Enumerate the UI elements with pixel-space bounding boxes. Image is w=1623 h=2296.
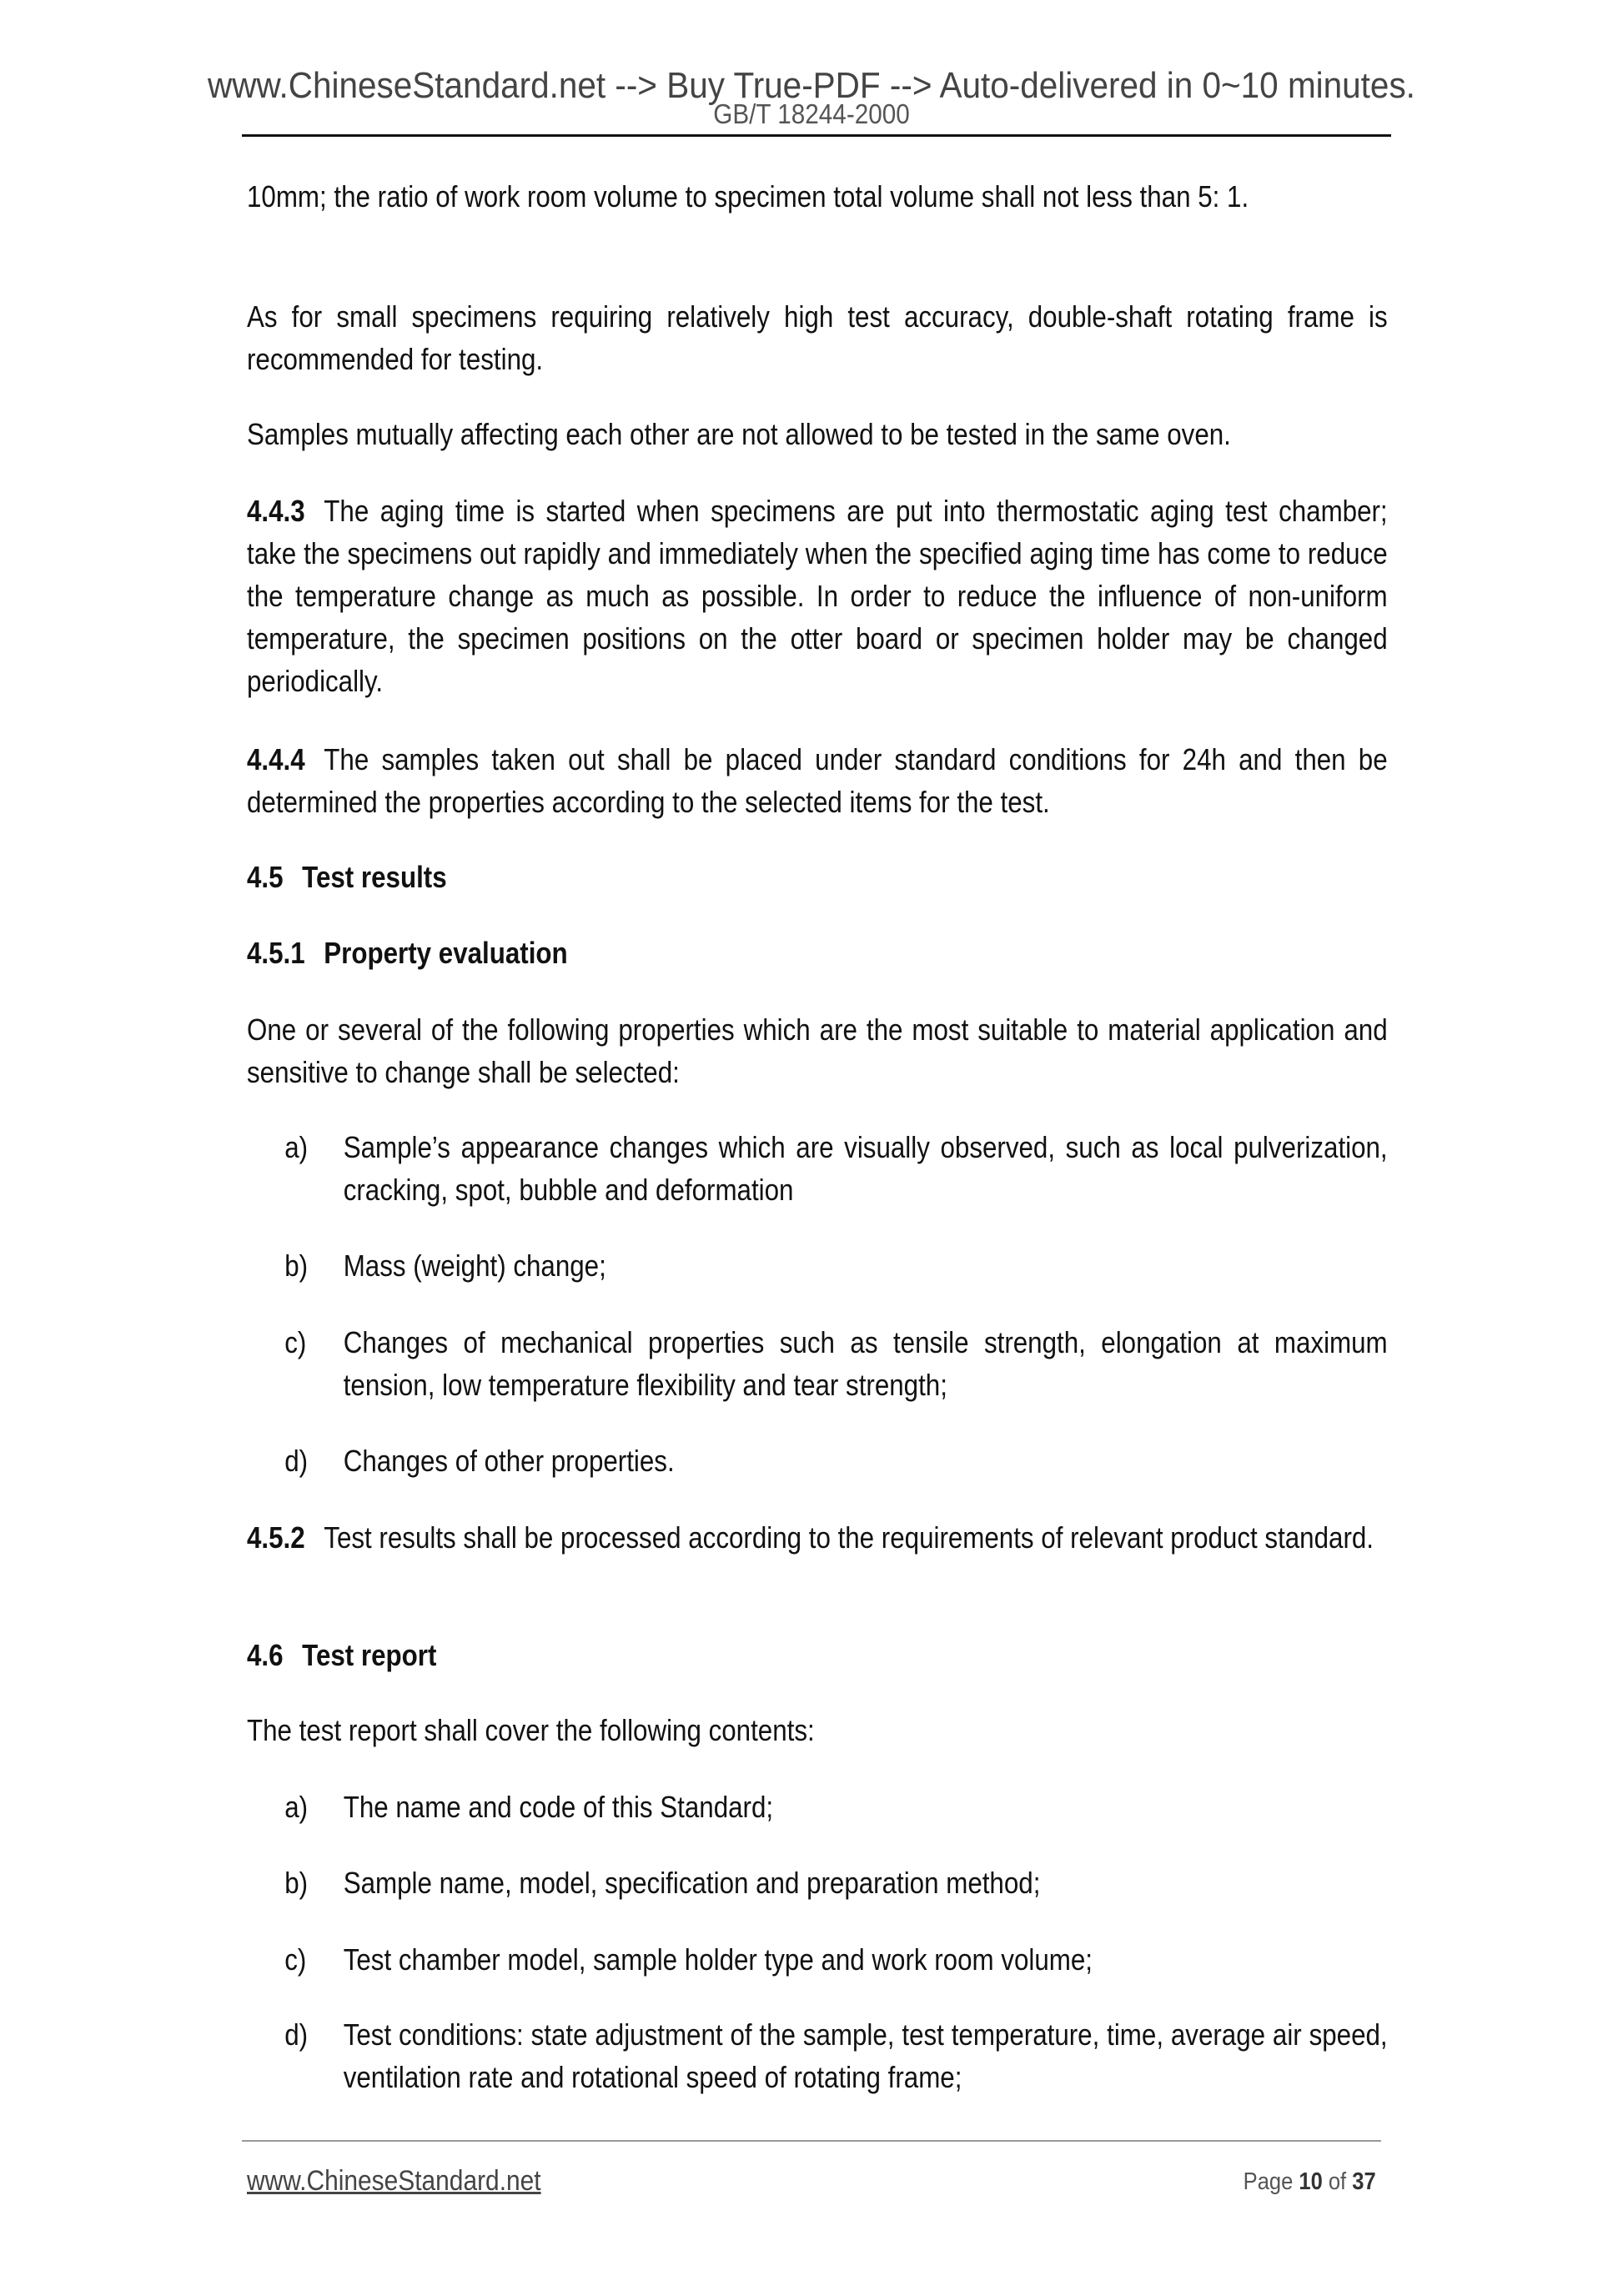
clause-text: The samples taken out shall be placed under standard conditions for 24h and then be determined the properties according to the selected items for the test. [247, 742, 1388, 819]
paragraph: One or several of the following properties which are the most suitable to material application and sensitive to change shall be selected: [247, 1012, 1388, 1089]
paragraph: The test report shall cover the following contents: [247, 1713, 815, 1747]
list-item [247, 1439, 1388, 1482]
total-pages: 37 [1352, 2168, 1376, 2195]
list-item [247, 1786, 1388, 1828]
footer-rule [242, 2140, 1381, 2142]
list-item [247, 1126, 1388, 1211]
list-text: Test chamber model, sample holder type and work room volume; [343, 1942, 1093, 1977]
page-of: of [1329, 2168, 1347, 2195]
list-text: The name and code of this Standard; [343, 1790, 774, 1824]
clause-number: 4.4.4 [247, 742, 305, 776]
paragraph: As for small specimens requiring relatively high test accuracy, double-shaft rotating frame is recommended for testing. [247, 299, 1388, 376]
list-text: Changes of other properties. [343, 1444, 675, 1478]
heading-4-6 [247, 1634, 1388, 1676]
clause-text: The aging time is started when specimens are put into thermostatic aging test chamber; take the specimens out rapidly and immediately when the specified aging time has come to reduce the temperature change as much as possible. In order to reduce the influence of non-uniform temperature, the specimen positions on the otter board or specimen holder may be changed periodically. [247, 494, 1388, 698]
page-prefix: Page [1244, 2168, 1294, 2195]
heading-4-5-1 [247, 932, 1388, 974]
list-item [247, 1321, 1388, 1406]
header-banner: www.ChineseStandard.net --> Buy True-PDF --> Auto-delivered in 0~10 minutes. [208, 65, 1415, 106]
footer-website-link[interactable]: www.ChineseStandard.net [247, 2165, 541, 2197]
page-number [1244, 2168, 1376, 2196]
list-text: Test conditions: state adjustment of the sample, test temperature, time, average air speed, ventilation rate and rotational speed of rotating frame; [343, 2017, 1388, 2094]
clause-text: Test results shall be processed according to the requirements of relevant product standard. [324, 1520, 1374, 1555]
list-item [247, 1861, 1388, 1904]
standard-code: GB/T 18244-2000 [713, 98, 910, 129]
heading-text: Property evaluation [324, 936, 568, 970]
list-label: a) [284, 1790, 309, 1824]
list-label: d) [284, 2017, 309, 2052]
list-label: d) [284, 1444, 309, 1478]
list-label: c) [284, 1325, 307, 1359]
list-label: b) [284, 1866, 309, 1900]
clause-number: 4.5.2 [247, 1520, 305, 1555]
clause-4-4-3 [247, 490, 1388, 702]
list-text: Changes of mechanical properties such as tensile strength, elongation at maximum tension, low temperature flexibility and tear strength; [343, 1325, 1388, 1402]
header-rule [242, 134, 1391, 137]
current-page: 10 [1299, 2168, 1324, 2195]
list-item [247, 2013, 1388, 2098]
heading-text: Test results [302, 860, 447, 894]
heading-number: 4.6 [247, 1638, 284, 1672]
clause-number: 4.4.3 [247, 494, 305, 528]
clause-4-5-2 [247, 1516, 1388, 1559]
clause-4-4-4 [247, 738, 1388, 823]
list-item [247, 1938, 1388, 1981]
paragraph: 10mm; the ratio of work room volume to specimen total volume shall not less than 5: 1. [247, 179, 1249, 214]
list-label: c) [284, 1942, 307, 1977]
list-label: b) [284, 1248, 309, 1283]
heading-number: 4.5.1 [247, 936, 305, 970]
paragraph: Samples mutually affecting each other are not allowed to be tested in the same oven. [247, 417, 1231, 451]
list-label: a) [284, 1130, 309, 1164]
list-item [247, 1244, 1388, 1287]
list-text: Sample’s appearance changes which are visually observed, such as local pulverization, cracking, spot, bubble and deformation [343, 1130, 1388, 1207]
list-text: Mass (weight) change; [343, 1248, 606, 1283]
heading-text: Test report [302, 1638, 437, 1672]
list-text: Sample name, model, specification and preparation method; [343, 1866, 1041, 1900]
heading-4-5 [247, 856, 1388, 898]
heading-number: 4.5 [247, 860, 284, 894]
